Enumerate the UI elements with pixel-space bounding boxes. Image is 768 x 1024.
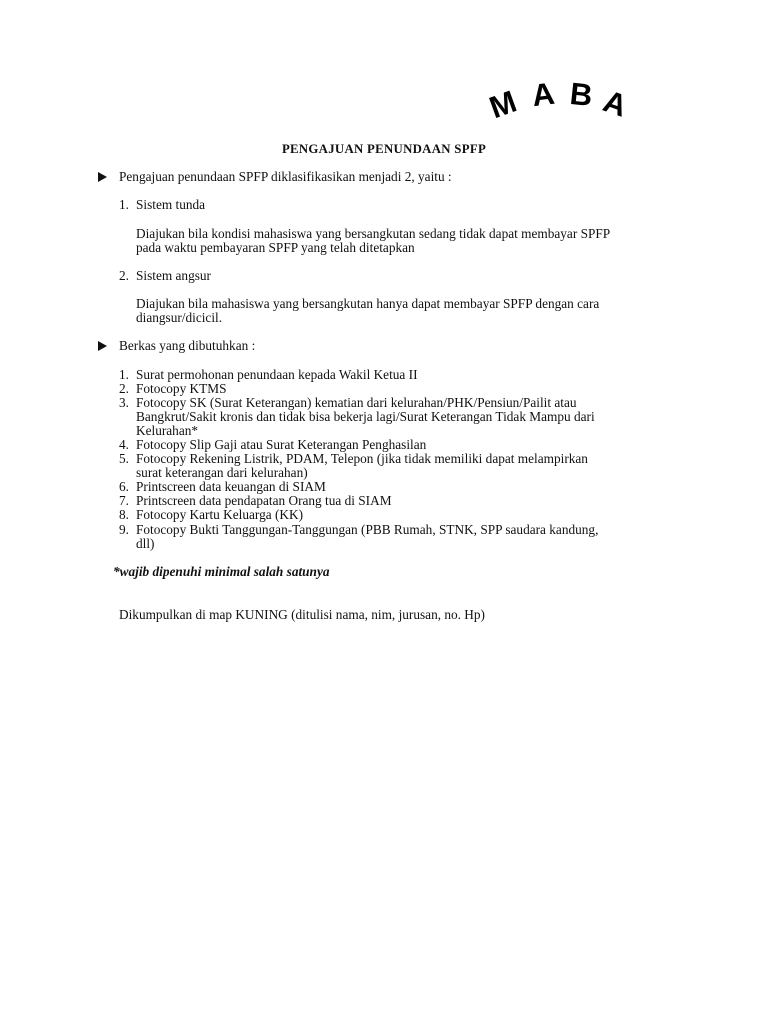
section1-item-desc: Diajukan bila kondisi mahasiswa yang bersangkutan sedang tidak dapat membayar SPFP bbox=[136, 226, 611, 241]
list-item: surat keterangan dari kelurahan) bbox=[136, 465, 308, 480]
list-item-number: 3. bbox=[119, 395, 129, 410]
document-title: PENGAJUAN PENUNDAAN SPFP bbox=[281, 142, 487, 156]
section1-item-desc: diangsur/dicicil. bbox=[136, 310, 223, 325]
list-item: dll) bbox=[136, 536, 155, 551]
list-item-number: 6. bbox=[119, 479, 129, 494]
section1-item-label: Sistem angsur bbox=[136, 268, 211, 283]
list-item-number: 5. bbox=[119, 451, 129, 466]
list-item-number: 8. bbox=[119, 507, 129, 522]
list-item: Printscreen data keuangan di SIAM bbox=[136, 479, 326, 494]
section1-item-desc: Diajukan bila mahasiswa yang bersangkutan hanya dapat membayar SPFP dengan cara bbox=[136, 296, 600, 311]
list-item-number: 1. bbox=[119, 367, 129, 382]
list-item: Fotocopy Bukti Tanggungan-Tanggungan (PBB Rumah, STNK, SPP saudara kandung, bbox=[136, 522, 599, 537]
list-item-number: 2. bbox=[119, 381, 129, 396]
list-item: Fotocopy SK (Surat Keterangan) kematian dari kelurahan/PHK/Pensiun/Pailit atau bbox=[136, 395, 577, 410]
section2-intro: Berkas yang dibutuhkan : bbox=[119, 338, 256, 353]
maba-logo bbox=[482, 75, 652, 126]
list-item: Fotocopy KTMS bbox=[136, 381, 227, 396]
list-item: Bangkrut/Sakit kronis dan tidak bisa bekerja lagi/Surat Keterangan Tidak Mampu dari bbox=[136, 409, 595, 424]
logo-letter: M bbox=[484, 83, 522, 126]
list-item: Fotocopy Slip Gaji atau Surat Keterangan Penghasilan bbox=[136, 437, 427, 452]
logo-letter: B bbox=[568, 75, 595, 114]
logo-letter: A bbox=[529, 75, 557, 114]
list-item-number: 2. bbox=[119, 268, 129, 283]
arrow-bullet-icon bbox=[98, 341, 107, 351]
list-item-number: 4. bbox=[119, 437, 129, 452]
requirement-note: *wajib dipenuhi minimal salah satunya bbox=[113, 564, 330, 579]
section1-intro: Pengajuan penundaan SPFP diklasifikasikan menjadi 2, yaitu : bbox=[119, 169, 452, 184]
list-item-number: 9. bbox=[119, 522, 129, 537]
section1-item-label: Sistem tunda bbox=[136, 197, 206, 212]
list-item: Fotocopy Kartu Keluarga (KK) bbox=[136, 507, 304, 522]
logo-letter: A bbox=[598, 83, 632, 124]
list-item-number: 7. bbox=[119, 493, 129, 508]
list-item: Printscreen data pendapatan Orang tua di SIAM bbox=[136, 493, 392, 508]
section1-item-desc: pada waktu pembayaran SPFP yang telah ditetapkan bbox=[136, 240, 415, 255]
list-item: Kelurahan* bbox=[136, 423, 199, 438]
arrow-bullet-icon bbox=[98, 172, 107, 182]
submission-instructions: Dikumpulkan di map KUNING (ditulisi nama, nim, jurusan, no. Hp) bbox=[119, 607, 485, 622]
list-item: Fotocopy Rekening Listrik, PDAM, Telepon (jika tidak memiliki dapat melampirkan bbox=[136, 451, 588, 466]
list-item: Surat permohonan penundaan kepada Wakil Ketua II bbox=[136, 367, 418, 382]
list-item-number: 1. bbox=[119, 197, 129, 212]
